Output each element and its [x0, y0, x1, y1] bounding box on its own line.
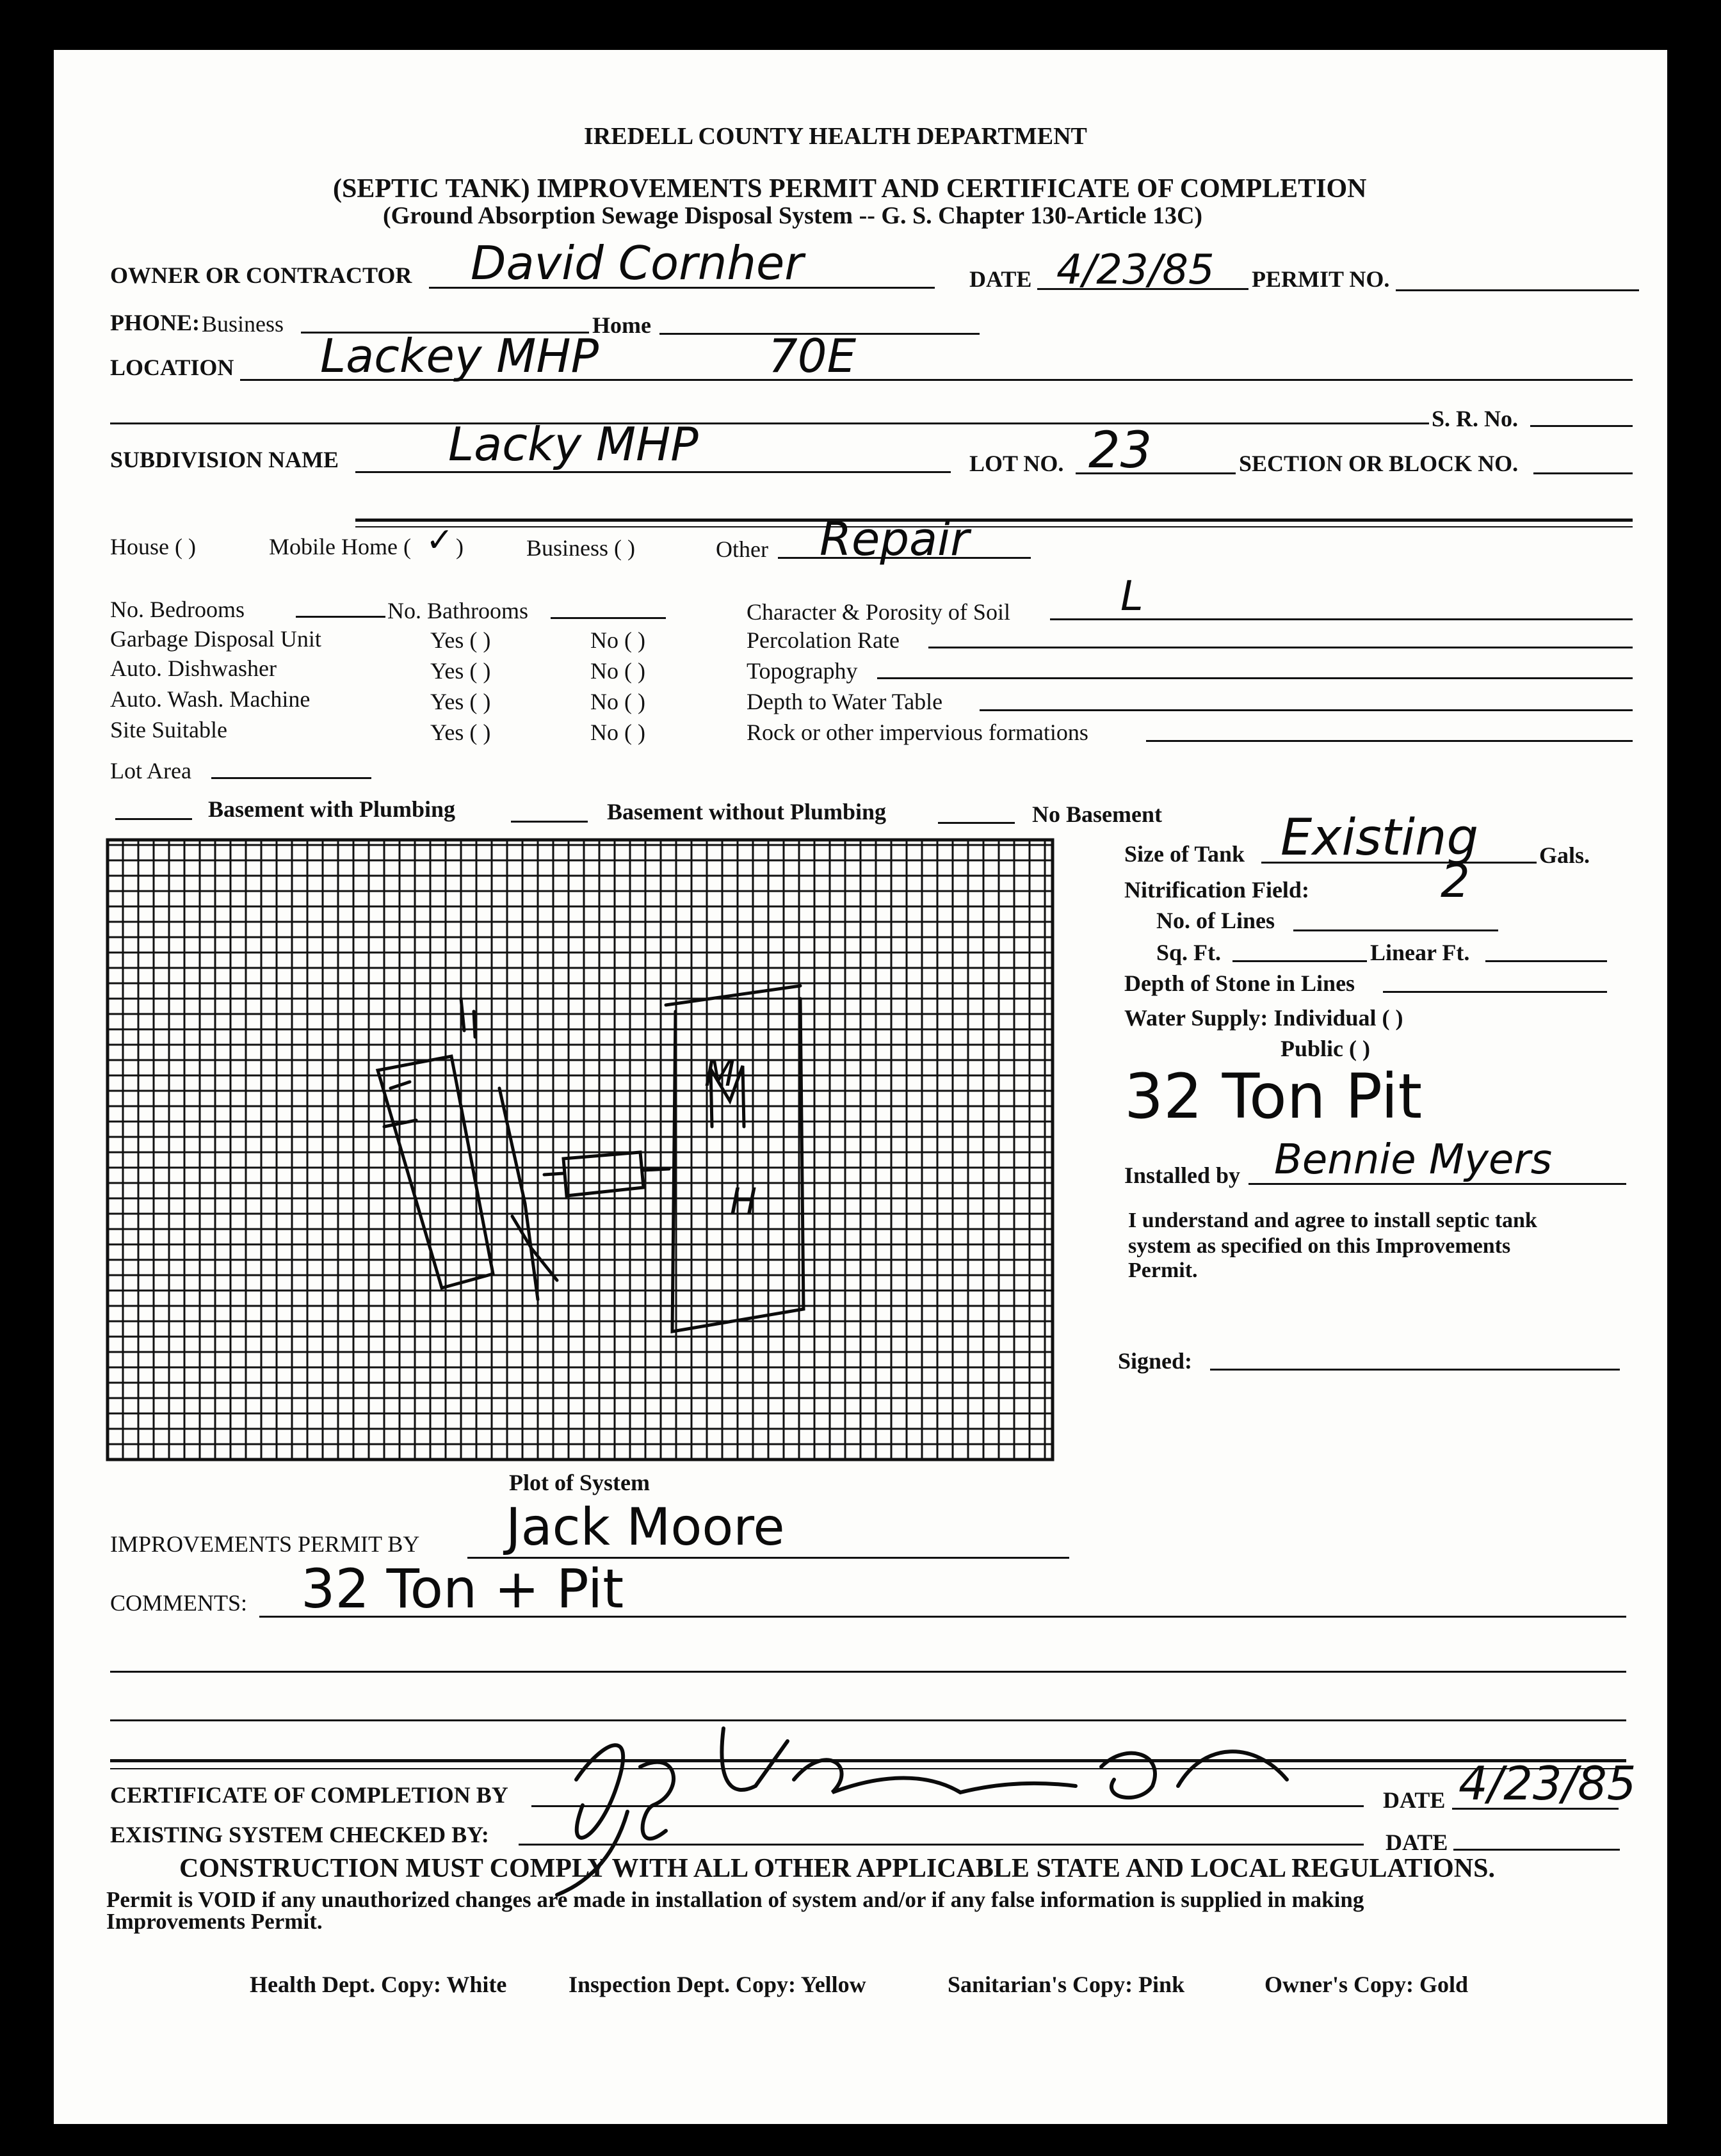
comply-notice: CONSTRUCTION MUST COMPLY WITH ALL OTHER APPLICABLE STATE AND LOCAL REGULATIONS.	[179, 1854, 1495, 1883]
bedrooms-label: No. Bedrooms	[110, 597, 245, 622]
signed-label: Signed:	[1118, 1348, 1193, 1374]
garbage-yes: Yes ( )	[430, 627, 491, 653]
location-label: LOCATION	[110, 355, 234, 380]
lot-no-value: 23	[1088, 422, 1152, 479]
dishwasher-yes: Yes ( )	[430, 658, 491, 684]
agree-line-3: Permit.	[1128, 1259, 1198, 1282]
comments-label: COMMENTS:	[110, 1590, 248, 1616]
copy-inspection: Inspection Dept. Copy: Yellow	[569, 1972, 866, 1997]
water-table-label: Depth to Water Table	[747, 689, 943, 714]
no-base-label: No Basement	[1032, 801, 1162, 827]
copy-owner: Owner's Copy: Gold	[1264, 1972, 1469, 1997]
void-notice-2: Improvements Permit.	[106, 1909, 323, 1934]
cert-date-value: 4/23/85	[1458, 1757, 1636, 1810]
other-label: Other	[716, 536, 768, 562]
house-option: House ( )	[110, 534, 196, 559]
department-heading: IREDELL COUNTY HEALTH DEPARTMENT	[584, 123, 1087, 150]
washer-no: No ( )	[590, 689, 645, 714]
date-label: DATE	[969, 266, 1032, 292]
owner-value: David Cornher	[471, 236, 804, 290]
washer-yes: Yes ( )	[430, 689, 491, 714]
soil-label: Character & Porosity of Soil	[747, 599, 1010, 625]
cert-date-label: DATE	[1383, 1787, 1446, 1813]
washer-label: Auto. Wash. Machine	[110, 686, 311, 712]
location-value: Lackey MHP	[320, 329, 599, 383]
permit-no-label: PERMIT NO.	[1252, 266, 1390, 292]
dishwasher-label: Auto. Dishwasher	[110, 656, 277, 681]
garbage-label: Garbage Disposal Unit	[110, 626, 321, 652]
site-label: Site Suitable	[110, 717, 227, 743]
section-block-label: SECTION OR BLOCK NO.	[1239, 451, 1519, 476]
permit-by-value: Jack Moore	[506, 1497, 785, 1557]
void-notice-1: Permit is VOID if any unauthorized changes are made in installation of system and/or if any false information is supplied in making	[106, 1887, 1364, 1912]
garbage-no: No ( )	[590, 627, 645, 653]
tank-number: 2	[1441, 854, 1470, 908]
form-title: (SEPTIC TANK) IMPROVEMENTS PERMIT AND CERTIFICATE OF COMPLETION	[333, 174, 1367, 204]
installed-by-label: Installed by	[1124, 1162, 1241, 1188]
base-plumb-label: Basement with Plumbing	[208, 796, 456, 822]
topo-label: Topography	[747, 658, 858, 684]
site-no: No ( )	[590, 720, 645, 745]
comments-value: 32 Ton + Pit	[301, 1557, 624, 1620]
phone-home-label: Home	[592, 312, 651, 338]
tank-size-value: Existing	[1281, 809, 1478, 867]
gals-label: Gals.	[1539, 842, 1590, 868]
phone-business-label: Business	[202, 311, 284, 337]
lot-no-label: LOT NO.	[969, 451, 1064, 476]
sqft-label: Sq. Ft.	[1156, 940, 1222, 965]
dishwasher-no: No ( )	[590, 658, 645, 684]
base-no-plumb-label: Basement without Plumbing	[607, 799, 887, 825]
mobile-home-check: ✓	[426, 521, 454, 559]
plot-caption: Plot of System	[509, 1470, 650, 1495]
pit-note: 32 Ton Pit	[1124, 1061, 1423, 1132]
phone-label: PHONE:	[110, 310, 200, 335]
public-label: Public ( )	[1281, 1036, 1370, 1061]
tank-size-label: Size of Tank	[1124, 841, 1245, 867]
site-yes: Yes ( )	[430, 720, 491, 745]
agree-line-1: I understand and agree to install septic tank	[1128, 1209, 1537, 1232]
soil-value: L	[1120, 573, 1143, 620]
sr-no-label: S. R. No.	[1432, 406, 1519, 431]
date-value: 4/23/85	[1056, 246, 1215, 294]
stone-depth-label: Depth of Stone in Lines	[1124, 970, 1355, 996]
location-note: 70E	[768, 329, 857, 383]
lot-area-label: Lot Area	[110, 758, 191, 784]
bathrooms-label: No. Bathrooms	[387, 598, 528, 623]
form-subtitle: (Ground Absorption Sewage Disposal System -- G. S. Chapter 130-Article 13C)	[383, 202, 1203, 229]
subdivision-value: Lacky MHP	[448, 417, 699, 471]
copy-sanitarian: Sanitarian's Copy: Pink	[948, 1972, 1185, 1997]
water-supply-label: Water Supply: Individual ( )	[1124, 1005, 1403, 1031]
nitrification-label: Nitrification Field:	[1124, 877, 1309, 903]
copy-health: Health Dept. Copy: White	[250, 1972, 507, 1997]
no-lines-label: No. of Lines	[1156, 908, 1275, 933]
agree-line-2: system as specified on this Improvements	[1128, 1234, 1511, 1258]
cert-by-label: CERTIFICATE OF COMPLETION BY	[110, 1782, 508, 1808]
plot-label-h: H	[730, 1181, 757, 1223]
subdivision-label: SUBDIVISION NAME	[110, 447, 339, 472]
plot-label-m: M	[704, 1053, 736, 1095]
rock-label: Rock or other impervious formations	[747, 720, 1088, 745]
existing-date-line	[1453, 1849, 1620, 1851]
existing-checked-label: EXISTING SYSTEM CHECKED BY:	[110, 1822, 489, 1847]
mobile-home-close: )	[456, 534, 464, 559]
mobile-home-option: Mobile Home (	[269, 534, 411, 559]
linear-label: Linear Ft.	[1370, 940, 1470, 965]
installer-value: Bennie Myers	[1274, 1136, 1553, 1184]
existing-checked-line	[519, 1844, 1364, 1846]
other-value: Repair	[820, 512, 969, 566]
permit-by-label: IMPROVEMENTS PERMIT BY	[110, 1531, 420, 1557]
perc-label: Percolation Rate	[747, 627, 900, 653]
business-option: Business ( )	[526, 535, 635, 561]
owner-label: OWNER OR CONTRACTOR	[110, 262, 412, 288]
existing-date-label: DATE	[1386, 1830, 1448, 1855]
